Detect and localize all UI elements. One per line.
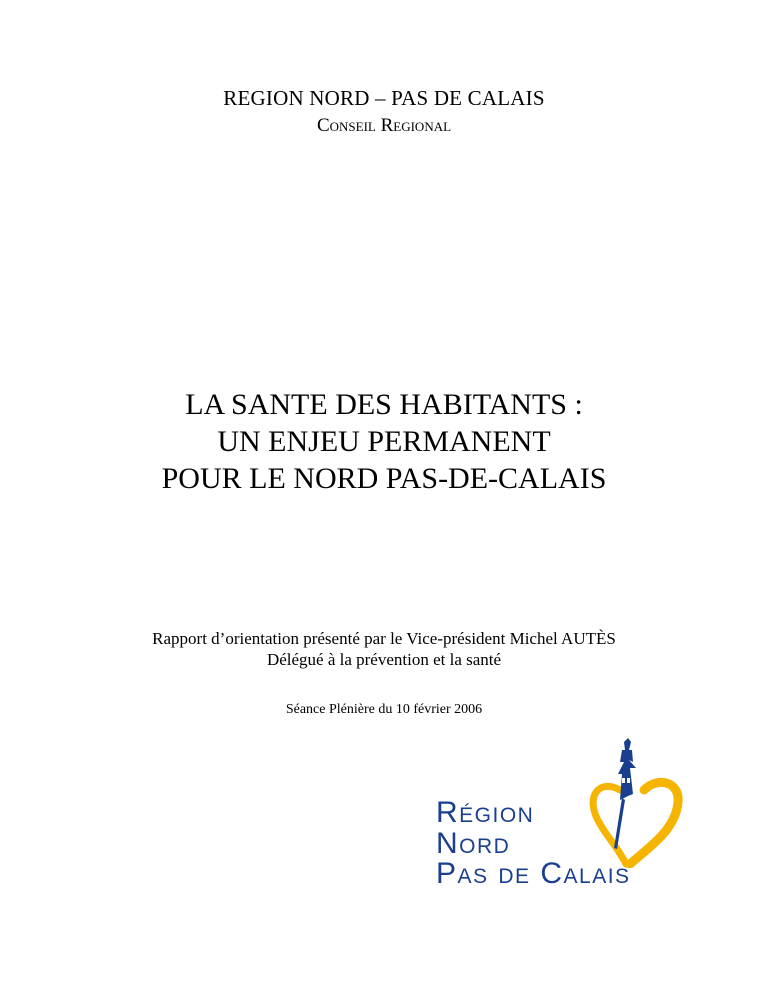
council-title: Conseil Regional <box>316 115 452 136</box>
main-title-line-1: LA SANTE DES HABITANTS : <box>185 388 583 421</box>
heart-belfry-icon <box>578 738 684 868</box>
region-title: REGION NORD – PAS DE CALAIS <box>223 86 545 110</box>
session-date: Séance Plénière du 10 février 2006 <box>285 702 483 717</box>
logo-text-pas-de-calais: Pas de Calais <box>436 857 631 890</box>
main-title-line-2: UN ENJEU PERMANENT <box>217 425 551 458</box>
logo-text-nord: Nord <box>436 827 511 860</box>
main-title-line-3: POUR LE NORD PAS-DE-CALAIS <box>161 462 607 495</box>
report-delegate: Délégué à la prévention et la santé <box>266 650 502 669</box>
region-logo <box>436 738 684 893</box>
logo-text-region: Région <box>436 796 535 829</box>
report-presenter: Rapport d’orientation présenté par le Vice-président Michel AUTÈS <box>152 629 616 648</box>
main-title <box>0 386 768 497</box>
